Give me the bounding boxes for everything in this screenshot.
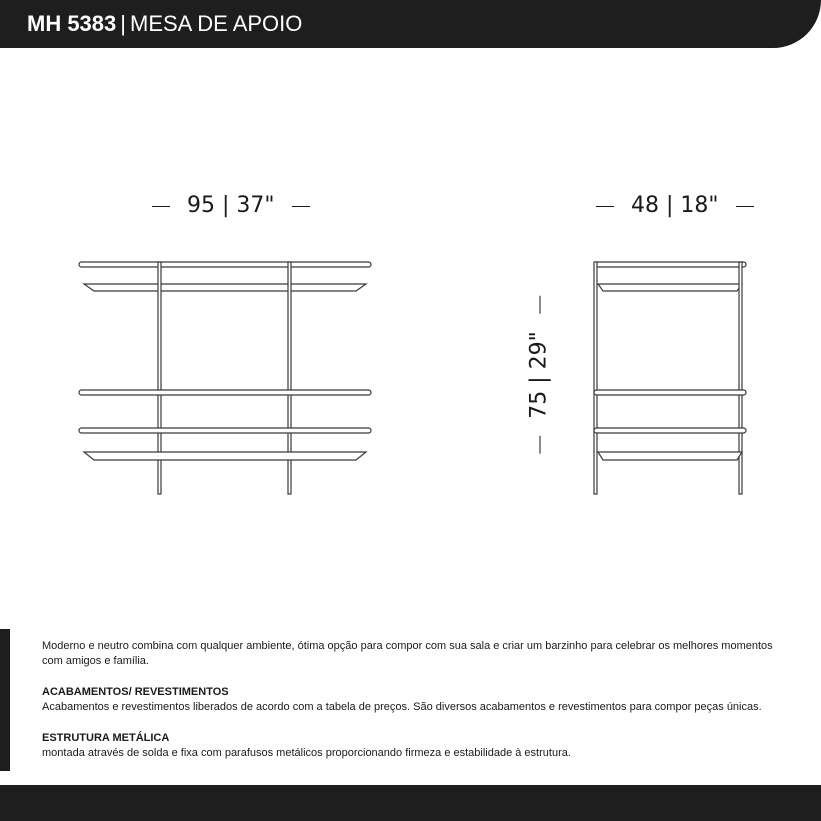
front-upper-tray (84, 284, 366, 291)
front-middle-shelf (79, 390, 371, 395)
structure-title: ESTRUTURA METÁLICA (42, 732, 170, 744)
front-bottom-tray (84, 452, 366, 460)
dimension-dash (596, 206, 614, 207)
product-code: MH 5383 (27, 11, 117, 36)
side-top-shelf (594, 262, 746, 267)
side-view (594, 262, 746, 494)
side-leg-left (594, 262, 597, 494)
dimension-dash (292, 206, 310, 207)
accent-side-bar (0, 629, 10, 771)
depth-value: 48 | 18" (631, 193, 719, 218)
side-bottom-tray (598, 452, 742, 460)
side-lower-shelf (594, 428, 746, 433)
header-separator: | (120, 11, 126, 36)
side-middle-shelf (594, 390, 746, 395)
dimension-dash (152, 206, 170, 207)
finishes-title: ACABAMENTOS/ REVESTIMENTOS (42, 686, 229, 698)
dimension-dash (539, 296, 540, 314)
dimension-dash (539, 436, 540, 454)
footer-bar (0, 785, 821, 821)
intro-text: Moderno e neutro combina com qualquer ambiente, ótima opção para compor com sua sala e criar um barzinho para celebrar os melhores momentos com amigos e família. (42, 640, 773, 667)
height-dimension (527, 296, 552, 454)
structure-text: montada através de solda e fixa com parafusos metálicos proporcionando firmeza e estabilidade à estrutura. (42, 747, 571, 759)
width-dimension (152, 193, 310, 218)
side-upper-tray (598, 284, 742, 291)
front-top-shelf (79, 262, 371, 267)
depth-dimension (596, 193, 754, 218)
front-view (79, 262, 371, 494)
width-value: 95 | 37" (187, 193, 275, 218)
product-description (42, 639, 782, 761)
finishes-text: Acabamentos e revestimentos liberados de acordo com a tabela de preços. São diversos acabamentos e revestimentos para compor peças únicas. (42, 701, 762, 713)
dimension-dash (736, 206, 754, 207)
product-name: MESA DE APOIO (130, 11, 303, 36)
height-value: 75 | 29" (526, 331, 552, 419)
side-leg-right (739, 262, 742, 494)
front-lower-shelf (79, 428, 371, 433)
